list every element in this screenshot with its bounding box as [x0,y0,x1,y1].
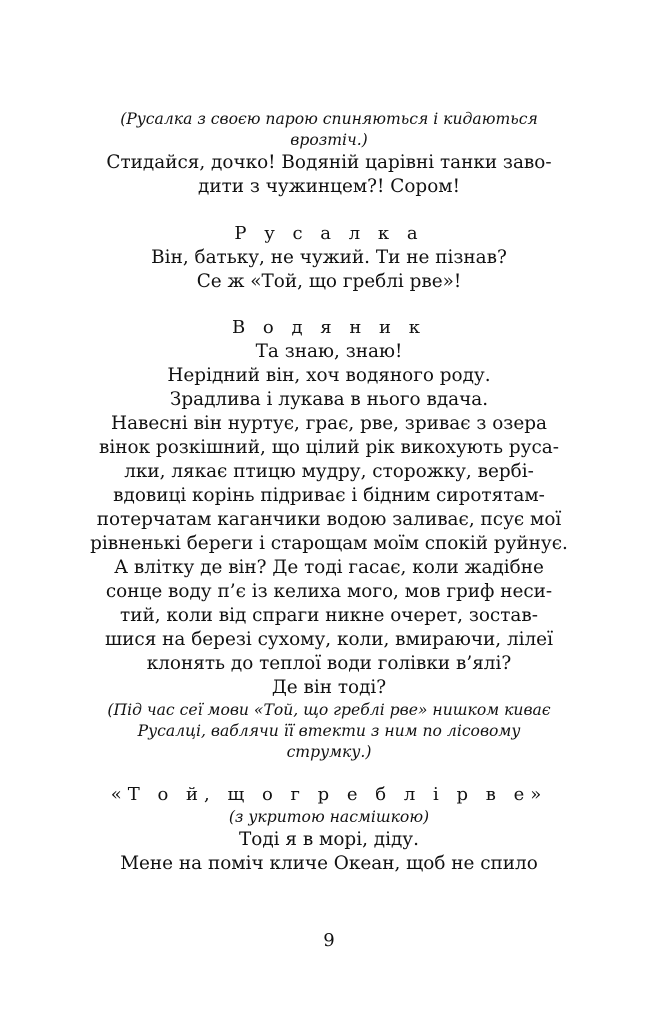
speech-line: рівненькі береги і старощам моїм спокій руйнує. [90,533,568,554]
speech-line: Зрадлива і лукава в нього вдача. [169,389,489,410]
speech-line: Та знаю, знаю! [255,341,403,362]
speech-line: дити з чужинцем?! Сором! [198,176,460,197]
speech-line: А влітку де він? Де тоді гасає, коли жадібне [114,557,544,578]
stage-direction-line: Русалці, ваблячи її втекти з ним по лісовому [137,722,521,740]
speech-line: Се ж «Той, що греблі рве»! [196,271,462,292]
speech-line: шися на березі сухому, коли, вмираючи, лілеї [105,629,553,650]
stage-direction-1 [68,109,590,151]
stage-direction-2 [68,700,590,763]
stanza-gap [68,763,590,783]
speaker-name-rusalka: Р у с а л к а [234,223,424,244]
speech-line: потерчатам каганчики водою заливає, псує мої [96,509,562,530]
speech-line: клонять до теплої води голівки в’ялі? [146,653,512,674]
stanza-gap [68,294,590,316]
page-number: 9 [323,930,335,951]
speech-line: сонце воду п’є із келиха мого, мов гриф неси- [105,581,553,602]
speech-line: вдовиці корінь підриває і бідним сиротятам- [113,485,545,506]
book-page-text [68,107,590,876]
speech-line: лки, лякає птицю мудру, сторожку, вербі- [124,461,534,482]
stage-direction-line: струмку.) [286,743,372,761]
speech-toi-shcho-grebli-rve [68,828,590,876]
speaker-name-toi-shcho-grebli-rve: «Т о й, щ о г р е б л і р в е» [110,784,548,805]
stage-direction-line: (Під час сеї мови «Той, що греблі рве» нишком киває [107,701,551,719]
stanza-gap [68,199,590,222]
speech-line: Навесні він нуртує, грає, рве, зриває з озера [111,413,547,434]
speech-vodianyk [68,340,590,700]
stage-direction-line: (Русалка з своєю парою спиняються і кидаються [120,110,538,128]
speech-line: вінок розкішний, що цілий рік викохують руса- [99,437,559,458]
speech-opening [68,151,590,199]
speech-line: Тоді я в морі, діду. [239,829,419,850]
speech-line: тий, коли від спраги никне очерет, зостав- [120,605,538,626]
speech-line: Мене на поміч кличе Океан, щоб не спило [120,853,538,874]
speech-line: Нерідний він, хоч водяного роду. [167,365,491,386]
speech-rusalka [68,246,590,294]
speech-line: Він, батьку, не чужий. Ти не пізнав? [151,247,507,268]
stage-direction-line: врозтіч.) [290,131,368,149]
speaker-name-vodianyk: В о д я н и к [231,317,427,338]
speech-line: Де він тоді? [271,677,387,698]
stage-direction-3: (з укритою насмішкою) [228,808,430,826]
speech-line: Стидайся, дочко! Водяній царівні танки заво- [106,152,552,173]
